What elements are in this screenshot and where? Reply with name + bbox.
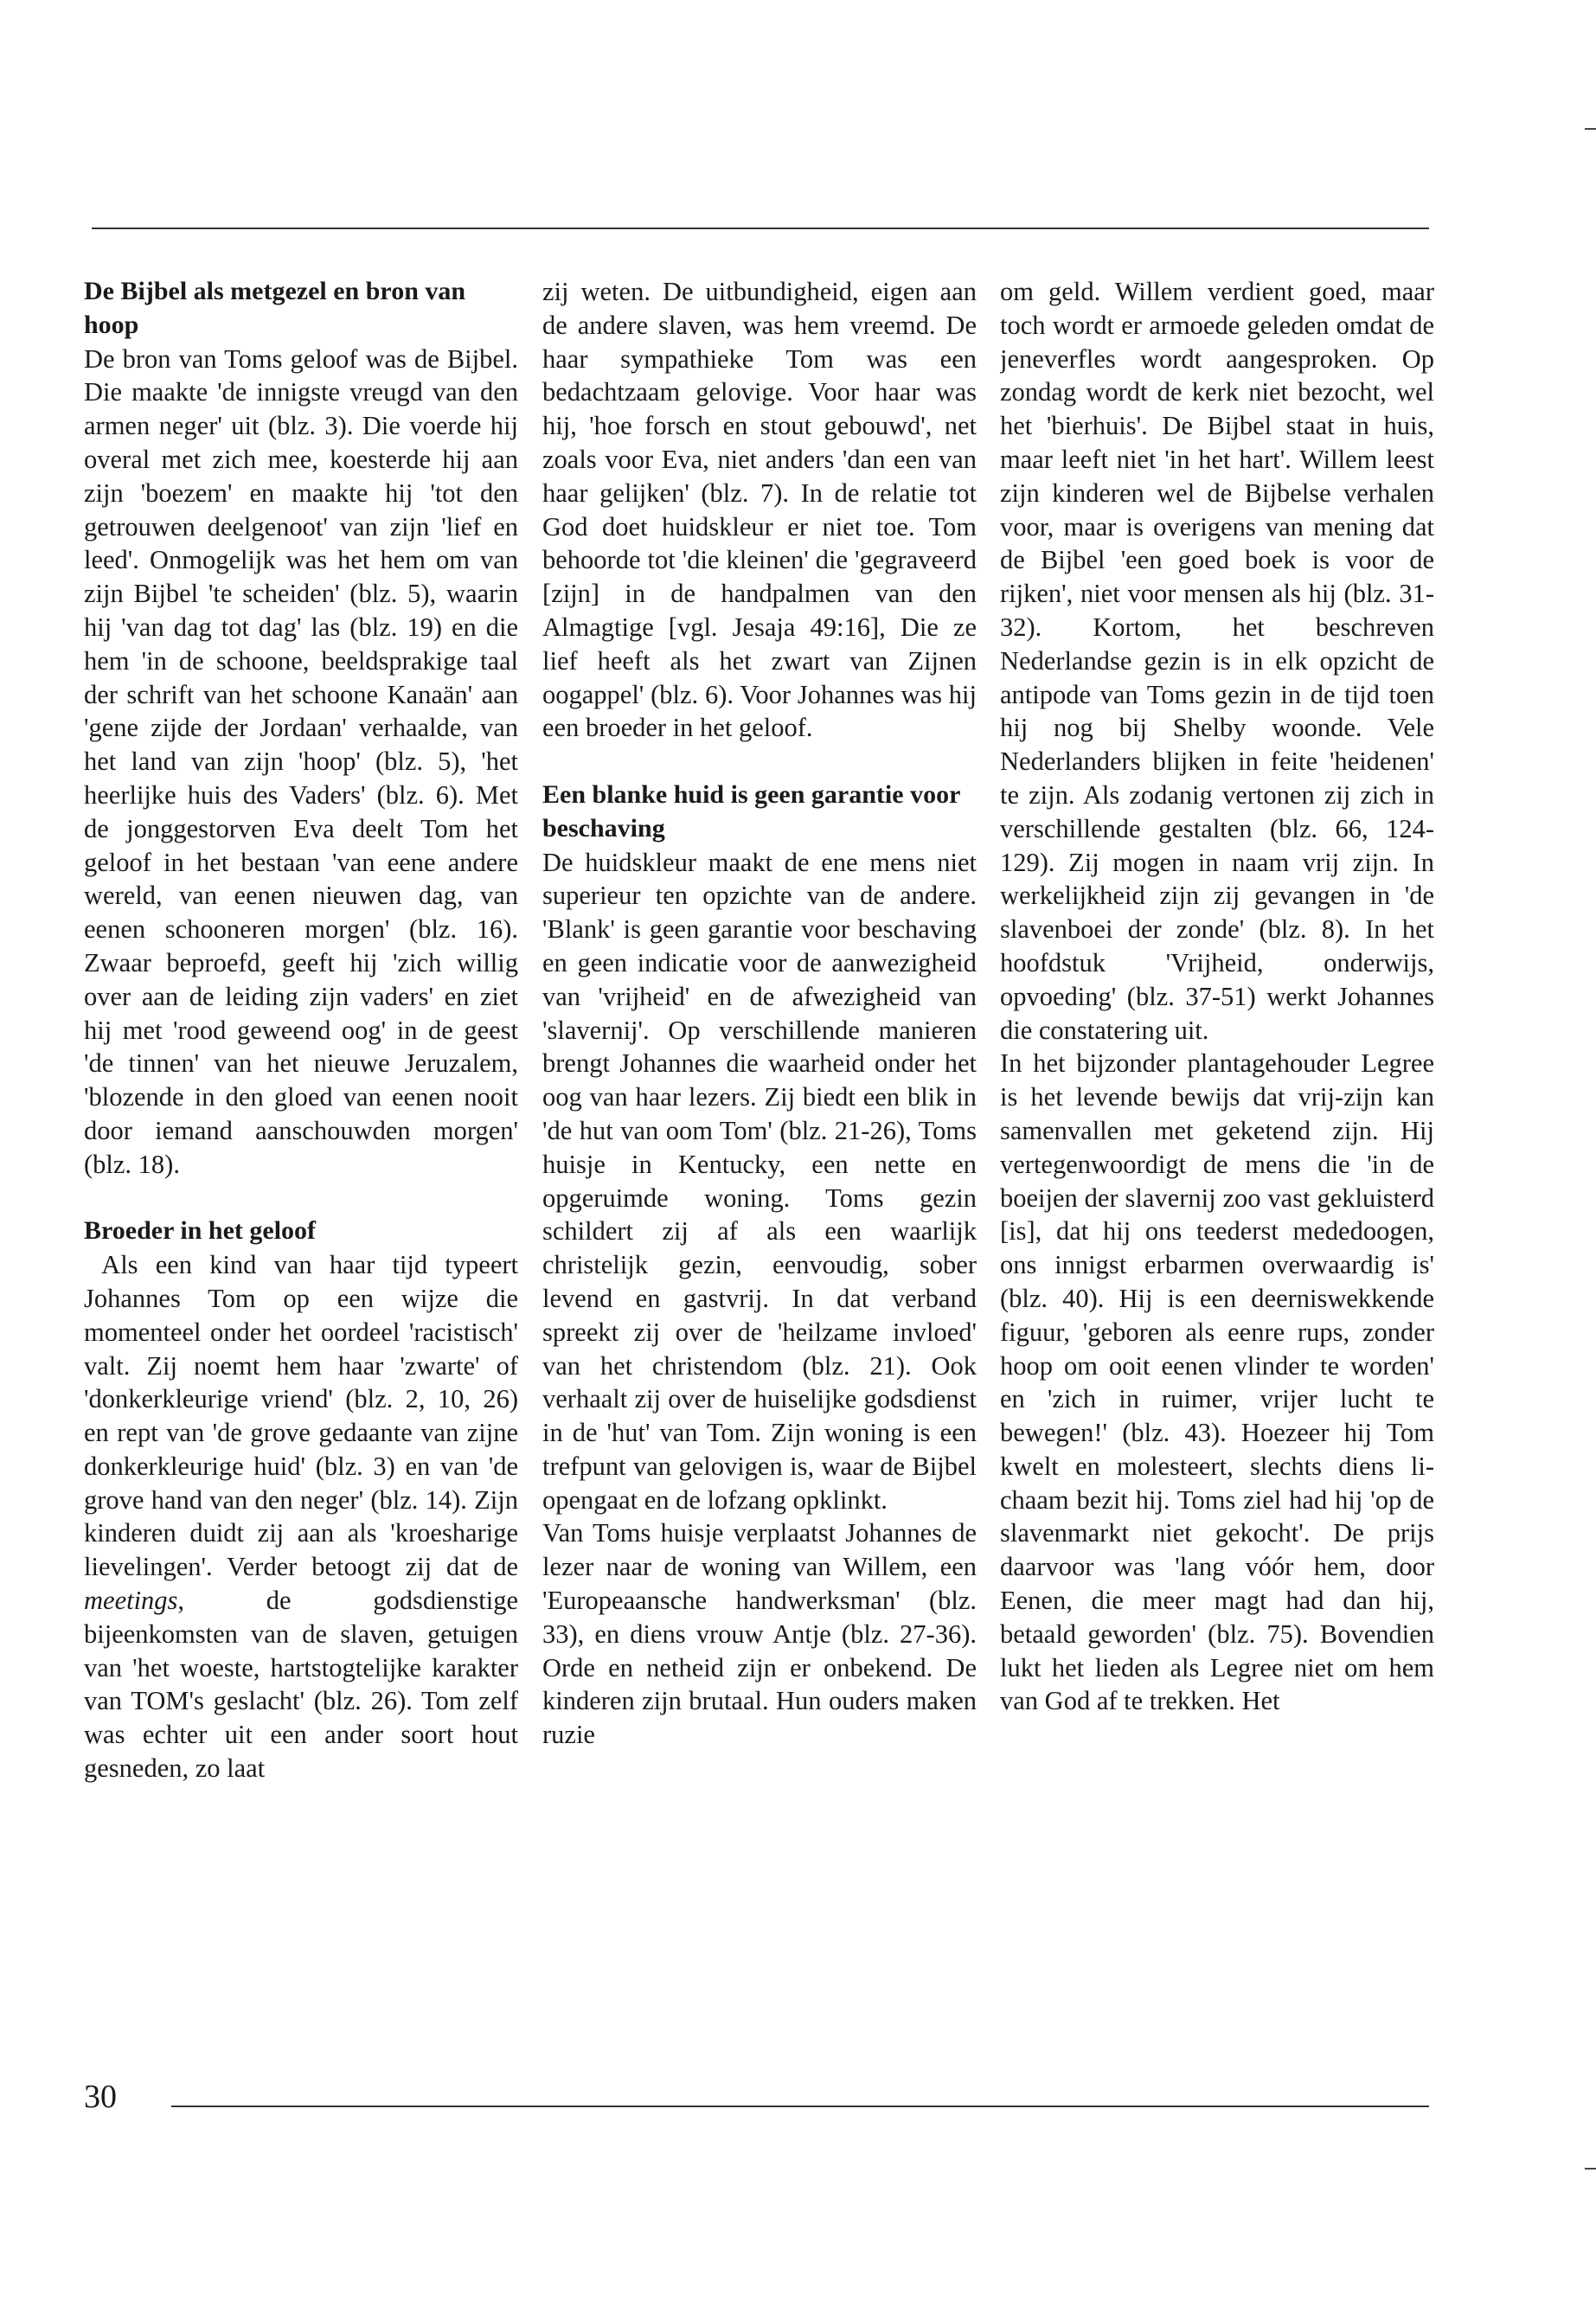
paragraph-legree: In het bijzonder plantagehouder Legree is het levende bewijs dat vrij-zijn kan samenvallen met geketend zijn. Hij vertegenwoordigt de mens die 'in de boeijen der slavernij zoo vast gekluisterd [is], dat hij ons teederst mededoogen, ons innigst erbarmen overwaardig is' (blz. 40). Hij is een deerniswekkende figuur, 'geboren als eenre rups, zonder hoop om ooit eenen vlinder te worden' en 'zich in ruimer, vrijer lucht te bewegen!' (blz. 43). Hoezeer hij Tom kwelt en molesteert, slechts diens lichaam bezit hij. Toms ziel had hij 'op de slavenmarkt niet gekocht'. De prijs daarvoor was 'lang vóór hem, door Eenen, die meer magt had dan hij, betaald geworden' (blz. 75). Bovendien lukt het lieden als Legree niet om hem van God af te trekken. Het <box>1000 1048 1434 1716</box>
column-left <box>84 275 518 2022</box>
paragraph-bijbel: De bron van Toms geloof was de Bijbel. Die maakte 'de innigste vreugd van den armen neger' uit (blz. 3). Die voerde hij overal met zich mee, koesterde hij aan zijn 'boezem' en maakte hij 'tot den getrouwen deelgenoot' van zijn 'lief en leed'. Onmogelijk was het hem om van zijn Bijbel 'te scheiden' (blz. 5), waarin hij 'van dag tot dag' las (blz. 19) en die hem 'in de schoone, beeldsprakige taal der schrift van het schoone Kanaän' aan 'gene zijde der Jordaan' verhaalde, van het land van zijn 'hoop' (blz. 5), 'het heerlijke huis des Vaders' (blz. 6). Met de jonggestorven Eva deelt Tom het geloof in het bestaan 'van eene andere wereld, van eenen nieuwen dag, van eenen schooneren morgen' (blz. 16). Zwaar beproefd, geeft hij 'zich willig over aan de leiding zijn vaders' en ziet hij met 'rood geweend oog' in de geest 'de tinnen' van het nieuwe Jeruzalem, 'blozende in den gloed van eenen nooit door iemand aanschouwden morgen' (blz. 18). <box>84 343 518 1179</box>
paragraph-broeder-part-1: Als een kind van haar tijd typeert Johannes Tom op een wijze die momenteel onder het oordeel 'racistisch' valt. Zij noemt hem haar 'zwarte' of 'donkerkleurige vriend' (blz. 2, 10, 26) en rept van 'de grove gedaante van zijne donkerkleurige huid' (blz. 3) en van 'de grove hand van den neger' (blz. 14). Zijn kinderen duidt zij aan als 'kroesharige lievelingen'. Verder betoogt zij dat de <box>84 1250 518 1582</box>
paragraph-geld: om geld. Willem verdient goed, maar toch wordt er armoede geleden omdat de jeneverfles wordt aangesproken. Op zondag wordt de kerk niet bezocht, wel het 'bierhuis'. De Bijbel staat in huis, maar leeft niet 'in het hart'. Willem leest zijn kinderen wel de Bijbelse verhalen voor, maar is overigens van mening dat de Bijbel 'een goed boek is voor de rijken', niet voor mensen als hij (blz. 31-32). Kortom, het beschreven Nederlandse gezin is in elk opzicht de antipode van Toms gezin in de tijd toen hij nog bij Shelby woonde. Vele Nederlanders blijken in feite 'heidenen' te zijn. Als zodanig vertonen zij zich in verschillende gestalten (blz. 66, 124-129). Zij mogen in naam vrij zijn. In werkelijkheid zijn zij gevangen in 'de slavenboei der zonde' (blz. 8). In het hoofdstuk 'Vrijheid, onderwijs, opvoeding' (blz. 37-51) werkt Johannes die constatering uit. <box>1000 277 1434 1045</box>
paragraph-willem: Van Toms huisje verplaatst Johannes de lezer naar de woning van Willem, een 'Europeaansche handwerksman' (blz. 33), en diens vrouw Antje (blz. 27-36). Orde en netheid zijn er onbekend. De kinderen zijn brutaal. Hun ouders maken ruzie <box>542 1518 977 1750</box>
paragraph-huidskleur: De huidskleur maakt de ene mens niet superieur ten opzichte van de andere. 'Blank' is geen garantie voor beschaving en geen indicatie voor de aanwezigheid van 'vrijheid' en de afwezigheid van 'slavernij'. Op verschillende manieren brengt Johannes die waarheid onder het oog van haar lezers. Zij biedt een blik in 'de hut van oom Tom' (blz. 21-26), Toms huisje in Kentucky, een nette en opgeruimde woning. Toms gezin schildert zij af als een waarlijk christelijk gezin, eenvoudig, sober levend en gastvrij. In dat verband spreekt zij over de 'heilzame invloed' van het christendom (blz. 21). Ook verhaalt zij over de huiselijke godsdienst in de 'hut' van Tom. Zijn woning is een trefpunt van gelovigen is, waar de Bijbel opengaat en de lofzang opklinkt. <box>542 847 977 1515</box>
italic-meetings: meetings <box>84 1586 178 1616</box>
edge-tick-top <box>1585 128 1596 130</box>
edge-tick-bottom <box>1585 2168 1596 2170</box>
page-number: 30 <box>84 2079 117 2115</box>
column-middle <box>542 275 977 2022</box>
heading-blanke-huid: Een blanke huid is geen garantie voor beschaving <box>542 779 960 843</box>
heading-bijbel-metgezel: De Bijbel als metgezel en bron van hoop <box>84 277 466 339</box>
column-right <box>1000 275 1434 2022</box>
paragraph-broeder <box>84 1248 518 1785</box>
paragraph-uitbundigheid: zij weten. De uitbundigheid, eigen aan de andere slaven, was hem vreemd. De haar sympathieke Tom was een bedachtzaam gelovige. Voor haar was hij, 'hoe forsch en stout gebouwd', net zoals voor Eva, niet anders 'dan een van haar gelijken' (blz. 7). In de relatie tot God doet huidskleur er niet toe. Tom behoorde tot 'die kleinen' die 'gegraveerd [zijn] in de handpalmen van den Almagtige [vgl. Jesaja 49:16], Die ze lief heeft als het zwart van Zijnen oogappel' (blz. 6). Voor Johannes was hij een broeder in het geloof. <box>542 277 977 743</box>
footer-rule <box>171 2106 1429 2107</box>
paragraph-broeder-part-2: , de godsdienstige bijeenkomsten van de slaven, getuigen van 'het woeste, hartstogtelijke karakter van TOM's geslacht' (blz. 26). Tom zelf was echter uit een ander soort hout gesneden, zo laat <box>84 1586 518 1784</box>
heading-broeder-geloof: Broeder in het geloof <box>84 1216 317 1246</box>
header-rule <box>92 228 1429 229</box>
